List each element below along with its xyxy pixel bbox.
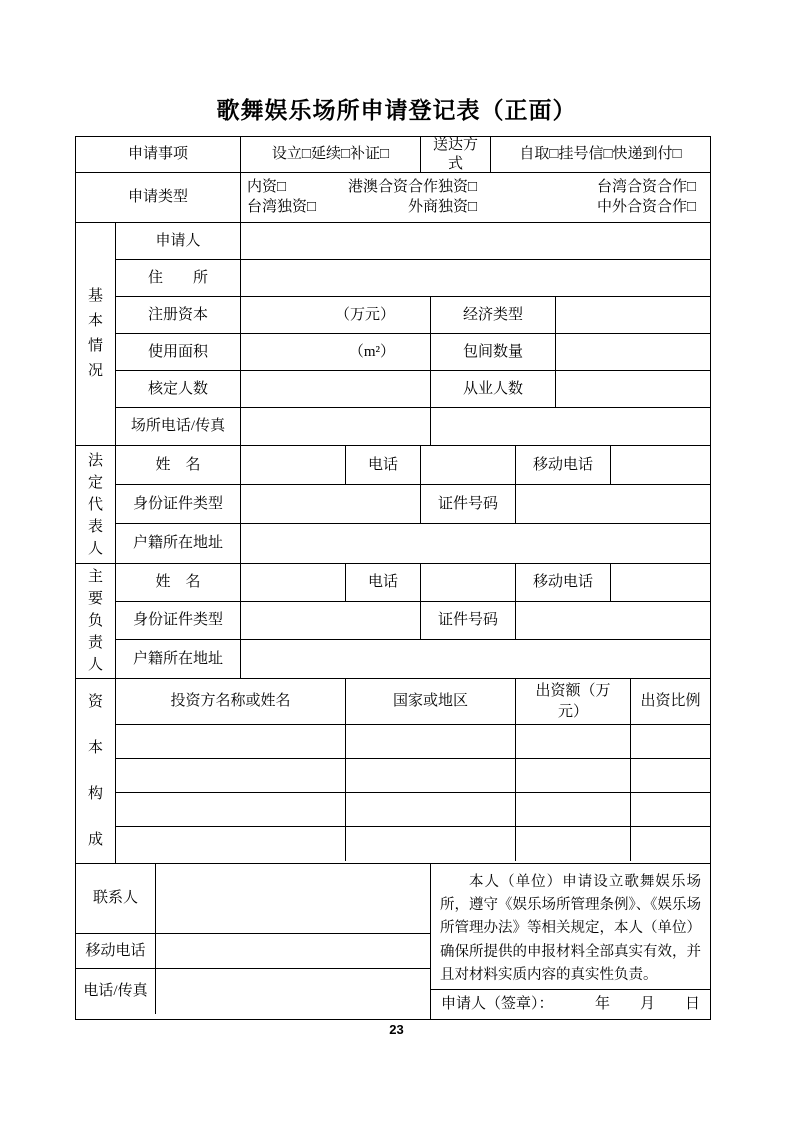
usage-area-value-cell: （m²） (241, 334, 431, 370)
principal-id-row (116, 602, 710, 640)
investment-amount-cell (516, 793, 631, 826)
basic-info-section (76, 223, 710, 446)
registered-capital-value-cell: （万元） (241, 297, 431, 333)
principal-address-value-cell (241, 640, 710, 678)
signature-date-text: 年 月 日 (594, 996, 700, 1013)
country-region-header: 国家或地区 (346, 679, 516, 724)
delivery-method-options: 自取□挂号信□快递到付□ (519, 146, 682, 163)
principal-name-row (116, 564, 710, 602)
basic-info-body (116, 223, 710, 445)
legal-rep-id-type-value-cell (241, 485, 421, 523)
page-title: 歌舞娱乐场所申请登记表（正面） (216, 98, 577, 123)
contact-person-label: 联系人 (76, 864, 156, 933)
investment-ratio-cell (631, 759, 710, 792)
capital-body (116, 679, 710, 863)
principal-name-value-cell (241, 564, 346, 601)
country-region-cell (346, 827, 516, 861)
approved-people-label: 核定人数 (116, 371, 241, 407)
apply-type-row (76, 173, 710, 223)
legal-rep-phone-value-cell (421, 446, 516, 484)
legal-rep-section-label: 法定代表人 (76, 446, 116, 563)
apply-type-line-2 (241, 198, 710, 217)
legal-rep-name-row (116, 446, 710, 485)
apply-type-label: 申请类型 (76, 173, 241, 222)
legal-rep-address-value-cell (241, 524, 710, 563)
rooms-count-label: 包间数量 (431, 334, 556, 370)
principal-name-label: 姓 名 (116, 564, 241, 601)
registered-capital-row (116, 297, 710, 334)
registered-capital-label: 注册资本 (116, 297, 241, 333)
signature-label: 申请人（签章）： (441, 996, 554, 1013)
legal-rep-address-label: 户籍所在地址 (116, 524, 241, 563)
declaration-block (431, 864, 710, 1019)
principal-body (116, 564, 710, 678)
legal-rep-mobile-value-cell (611, 446, 710, 484)
principal-id-number-label: 证件号码 (421, 602, 516, 639)
contact-mobile-row (76, 934, 430, 969)
investment-ratio-cell (631, 725, 710, 758)
usage-area-label: 使用面积 (116, 334, 241, 370)
delivery-method-label: 送达方式 (421, 137, 491, 172)
investor-name-cell (116, 759, 346, 792)
economic-type-value-cell (556, 297, 710, 333)
country-region-cell (346, 793, 516, 826)
legal-rep-id-row (116, 485, 710, 524)
contact-phone-fax-label: 电话/传真 (76, 969, 156, 1014)
page-number: 23 (389, 1022, 404, 1037)
principal-phone-value-cell (421, 564, 516, 601)
principal-phone-label: 电话 (346, 564, 421, 601)
address-row (116, 260, 710, 297)
employees-value-cell (556, 371, 710, 407)
legal-rep-id-type-label: 身份证件类型 (116, 485, 241, 523)
principal-address-row (116, 640, 710, 678)
principal-address-label: 户籍所在地址 (116, 640, 241, 678)
capital-header-row (116, 679, 710, 725)
legal-rep-id-number-value-cell (516, 485, 710, 523)
apply-matter-options: 设立□延续□补证□ (241, 137, 421, 172)
capital-data-row (116, 827, 710, 861)
rooms-count-value-cell (556, 334, 710, 370)
principal-mobile-label: 移动电话 (516, 564, 611, 601)
legal-rep-name-label: 姓 名 (116, 446, 241, 484)
principal-section (76, 564, 710, 679)
venue-phone-fax-value-cell (241, 408, 431, 445)
capital-data-row (116, 759, 710, 793)
contact-person-row (76, 864, 430, 934)
contact-declaration-section (76, 864, 710, 1019)
approved-people-value-cell (241, 371, 431, 407)
investor-name-cell (116, 827, 346, 861)
principal-id-type-value-cell (241, 602, 421, 639)
country-region-cell (346, 725, 516, 758)
apply-type-line-1 (241, 178, 710, 197)
venue-phone-fax-row (116, 408, 710, 445)
country-region-cell (346, 759, 516, 792)
applicant-value-cell (241, 223, 710, 259)
contact-phone-fax-row (76, 969, 430, 1014)
contact-block (76, 864, 431, 1019)
legal-rep-id-number-label: 证件号码 (421, 485, 516, 523)
declaration-text: 本人（单位）申请设立歌舞娱乐场所，遵守《娱乐场所管理条例》、《娱乐场所管理办法》等相关规定，本人（单位）确保所提供的申报材料全部真实有效，并且对材料实质内容的真实性负责。 (440, 874, 701, 983)
principal-mobile-value-cell (611, 564, 710, 601)
principal-section-label: 主要负责人 (76, 564, 116, 678)
investment-amount-cell (516, 827, 631, 861)
type-taiwan-sole-option: 台湾独资□ (247, 199, 317, 216)
legal-rep-mobile-label: 移动电话 (516, 446, 611, 484)
basic-info-section-label: 基本情况 (76, 223, 116, 445)
address-label: 住 所 (116, 260, 241, 296)
contact-phone-fax-value-cell (156, 969, 430, 1014)
address-value-cell (241, 260, 710, 296)
legal-rep-address-row (116, 524, 710, 563)
investment-amount-cell (516, 725, 631, 758)
capital-section (76, 679, 710, 864)
type-domestic-option: 内资□ (247, 178, 287, 195)
legal-rep-body (116, 446, 710, 563)
investment-amount-header: 出资额（万元） (516, 679, 631, 724)
type-foreign-sole-option: 外商独资□ (407, 199, 477, 216)
legal-rep-section (76, 446, 710, 564)
apply-matter-row (76, 137, 710, 173)
principal-id-number-value-cell (516, 602, 710, 639)
type-taiwan-jv-option: 台湾合资合作□ (596, 178, 696, 195)
approved-people-row (116, 371, 710, 408)
investor-name-cell (116, 793, 346, 826)
economic-type-label: 经济类型 (431, 297, 556, 333)
capital-section-label: 资本构成 (76, 679, 116, 863)
contact-mobile-label: 移动电话 (76, 934, 156, 968)
type-sino-foreign-jv-option: 中外合资合作□ (596, 199, 696, 216)
investor-name-header: 投资方名称或姓名 (116, 679, 346, 724)
investment-ratio-cell (631, 793, 710, 826)
usage-area-row (116, 334, 710, 371)
capital-data-row (116, 793, 710, 827)
applicant-row (116, 223, 710, 260)
venue-phone-fax-label: 场所电话/传真 (116, 408, 241, 445)
investment-ratio-header: 出资比例 (640, 693, 701, 709)
employees-label: 从业人数 (431, 371, 556, 407)
capital-data-row (116, 725, 710, 759)
investment-amount-cell (516, 759, 631, 792)
legal-rep-name-value-cell (241, 446, 346, 484)
legal-rep-phone-label: 电话 (346, 446, 421, 484)
venue-phone-fax-extra-cell (431, 408, 710, 445)
type-hk-macau-option: 港澳合资合作独资□ (347, 178, 477, 195)
apply-matter-label: 申请事项 (76, 137, 241, 172)
application-form-table (75, 136, 711, 1020)
investment-ratio-cell (631, 827, 710, 861)
principal-id-type-label: 身份证件类型 (116, 602, 241, 639)
applicant-label: 申请人 (116, 223, 241, 259)
investor-name-cell (116, 725, 346, 758)
apply-type-options (241, 173, 710, 222)
signature-row (431, 989, 710, 1019)
contact-person-value-cell (156, 864, 430, 933)
contact-mobile-value-cell (156, 934, 430, 968)
